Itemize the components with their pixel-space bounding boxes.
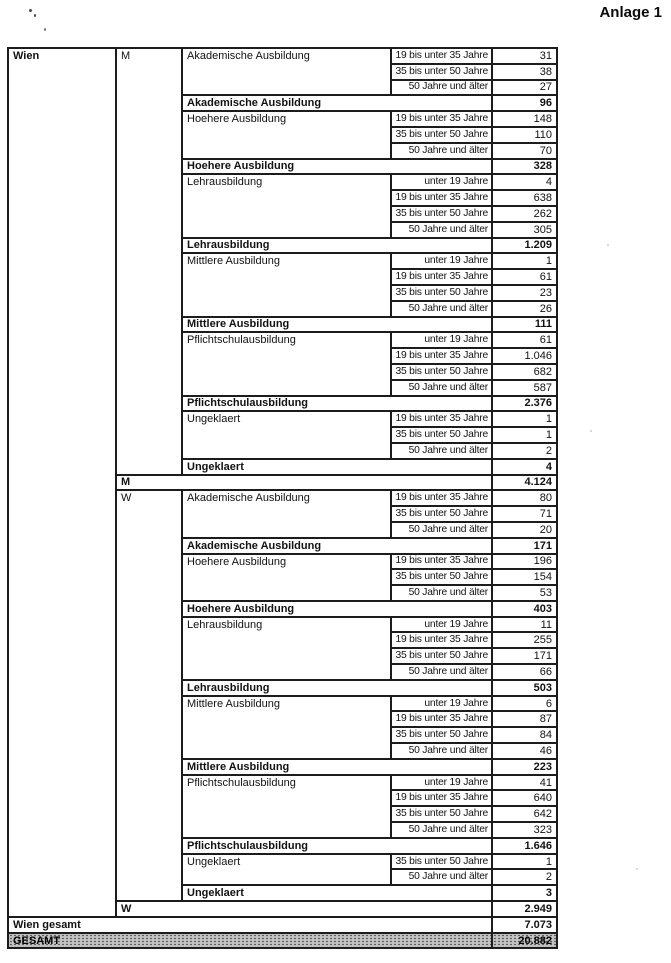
value-cell: 31 (492, 48, 557, 64)
scan-artifact (44, 28, 46, 31)
age-range-cell: 50 Jahre und älter (391, 743, 492, 759)
age-range-cell: 35 bis unter 50 Jahre (391, 364, 492, 380)
value-cell: 305 (492, 222, 557, 238)
age-range-cell: 50 Jahre und älter (391, 664, 492, 680)
age-range-cell: 35 bis unter 50 Jahre (391, 206, 492, 222)
value-cell: 6 (492, 696, 557, 712)
value-cell: 262 (492, 206, 557, 222)
age-range-cell: 50 Jahre und älter (391, 80, 492, 96)
region-total-value: 7.073 (492, 917, 557, 933)
education-subtotal-label: Akademische Ausbildung (182, 95, 492, 111)
gender-total-label: W (116, 901, 492, 917)
age-range-cell: unter 19 Jahre (391, 696, 492, 712)
education-subtotal-label: Mittlere Ausbildung (182, 759, 492, 775)
age-range-cell: 19 bis unter 35 Jahre (391, 554, 492, 570)
value-cell: 587 (492, 380, 557, 396)
grand-total-label: GESAMT (8, 933, 492, 949)
education-subtotal-label: Lehrausbildung (182, 238, 492, 254)
value-cell: 53 (492, 585, 557, 601)
gender-total-value: 2.949 (492, 901, 557, 917)
education-subtotal-value: 2.376 (492, 396, 557, 412)
gender-cell: M (116, 48, 182, 475)
value-cell: 1 (492, 427, 557, 443)
value-cell: 38 (492, 64, 557, 80)
scan-artifact (590, 430, 592, 432)
age-range-cell: 19 bis unter 35 Jahre (391, 632, 492, 648)
education-subtotal-label: Hoehere Ausbildung (182, 601, 492, 617)
value-cell: 27 (492, 80, 557, 96)
age-range-cell: 50 Jahre und älter (391, 301, 492, 317)
age-range-cell: unter 19 Jahre (391, 617, 492, 633)
grand-total-value: 20.882 (492, 933, 557, 949)
value-cell: 23 (492, 285, 557, 301)
value-cell: 638 (492, 190, 557, 206)
education-cell: Mittlere Ausbildung (182, 253, 391, 316)
age-range-cell: 19 bis unter 35 Jahre (391, 269, 492, 285)
gender-total-value: 4.124 (492, 475, 557, 491)
region-total-row (8, 917, 557, 933)
education-age-table-body (8, 48, 557, 948)
education-cell: Hoehere Ausbildung (182, 554, 391, 601)
education-subtotal-value: 223 (492, 759, 557, 775)
region-cell: Wien (8, 48, 116, 917)
value-cell: 61 (492, 332, 557, 348)
value-cell: 70 (492, 143, 557, 159)
age-range-cell: 19 bis unter 35 Jahre (391, 111, 492, 127)
value-cell: 11 (492, 617, 557, 633)
value-cell: 323 (492, 822, 557, 838)
education-subtotal-label: Hoehere Ausbildung (182, 159, 492, 175)
value-cell: 66 (492, 664, 557, 680)
value-cell: 1 (492, 411, 557, 427)
education-subtotal-value: 503 (492, 680, 557, 696)
value-cell: 196 (492, 554, 557, 570)
age-range-cell: 35 bis unter 50 Jahre (391, 806, 492, 822)
education-subtotal-value: 1.209 (492, 238, 557, 254)
education-cell: Pflichtschulausbildung (182, 332, 391, 395)
education-subtotal-value: 3 (492, 885, 557, 901)
age-range-cell: 50 Jahre und älter (391, 869, 492, 885)
value-cell: 110 (492, 127, 557, 143)
education-subtotal-value: 328 (492, 159, 557, 175)
education-subtotal-label: Ungeklaert (182, 885, 492, 901)
value-cell: 20 (492, 522, 557, 538)
value-cell: 71 (492, 506, 557, 522)
age-range-cell: 19 bis unter 35 Jahre (391, 790, 492, 806)
gender-total-label: M (116, 475, 492, 491)
age-range-cell: 19 bis unter 35 Jahre (391, 190, 492, 206)
scan-artifact (29, 9, 33, 13)
annex-label: Anlage 1 (599, 4, 662, 21)
education-subtotal-label: Ungeklaert (182, 459, 492, 475)
value-cell: 80 (492, 490, 557, 506)
age-range-cell: 50 Jahre und älter (391, 522, 492, 538)
value-cell: 682 (492, 364, 557, 380)
value-cell: 4 (492, 174, 557, 190)
region-total-label: Wien gesamt (8, 917, 492, 933)
value-cell: 46 (492, 743, 557, 759)
age-range-cell: 50 Jahre und älter (391, 443, 492, 459)
education-cell: Mittlere Ausbildung (182, 696, 391, 759)
education-subtotal-value: 403 (492, 601, 557, 617)
age-range-cell: 35 bis unter 50 Jahre (391, 506, 492, 522)
table-row (8, 48, 557, 64)
grand-total-row (8, 933, 557, 949)
age-range-cell: unter 19 Jahre (391, 174, 492, 190)
education-subtotal-label: Pflichtschulausbildung (182, 396, 492, 412)
value-cell: 1 (492, 854, 557, 870)
age-range-cell: 19 bis unter 35 Jahre (391, 348, 492, 364)
education-cell: Ungeklaert (182, 854, 391, 886)
education-subtotal-value: 1.646 (492, 838, 557, 854)
education-subtotal-label: Mittlere Ausbildung (182, 317, 492, 333)
gender-cell: W (116, 490, 182, 901)
value-cell: 255 (492, 632, 557, 648)
education-age-table (7, 47, 558, 949)
education-cell: Hoehere Ausbildung (182, 111, 391, 158)
value-cell: 2 (492, 443, 557, 459)
education-subtotal-value: 111 (492, 317, 557, 333)
age-range-cell: unter 19 Jahre (391, 332, 492, 348)
scan-artifact (34, 14, 36, 17)
value-cell: 148 (492, 111, 557, 127)
age-range-cell: 35 bis unter 50 Jahre (391, 569, 492, 585)
value-cell: 1.046 (492, 348, 557, 364)
value-cell: 26 (492, 301, 557, 317)
age-range-cell: 19 bis unter 35 Jahre (391, 490, 492, 506)
age-range-cell: 35 bis unter 50 Jahre (391, 127, 492, 143)
age-range-cell: 35 bis unter 50 Jahre (391, 64, 492, 80)
age-range-cell: 50 Jahre und älter (391, 222, 492, 238)
scan-artifact (636, 868, 638, 870)
value-cell: 642 (492, 806, 557, 822)
education-subtotal-value: 4 (492, 459, 557, 475)
age-range-cell: 35 bis unter 50 Jahre (391, 285, 492, 301)
age-range-cell: 19 bis unter 35 Jahre (391, 711, 492, 727)
age-range-cell: 50 Jahre und älter (391, 380, 492, 396)
education-cell: Akademische Ausbildung (182, 490, 391, 537)
scan-artifact (607, 244, 609, 246)
value-cell: 1 (492, 253, 557, 269)
age-range-cell: 35 bis unter 50 Jahre (391, 648, 492, 664)
education-cell: Akademische Ausbildung (182, 48, 391, 95)
age-range-cell: 50 Jahre und älter (391, 143, 492, 159)
education-cell: Lehrausbildung (182, 174, 391, 237)
value-cell: 61 (492, 269, 557, 285)
value-cell: 84 (492, 727, 557, 743)
education-subtotal-label: Pflichtschulausbildung (182, 838, 492, 854)
value-cell: 2 (492, 869, 557, 885)
education-cell: Lehrausbildung (182, 617, 391, 680)
age-range-cell: 35 bis unter 50 Jahre (391, 854, 492, 870)
value-cell: 41 (492, 775, 557, 791)
age-range-cell: 50 Jahre und älter (391, 585, 492, 601)
age-range-cell: 19 bis unter 35 Jahre (391, 48, 492, 64)
education-cell: Ungeklaert (182, 411, 391, 458)
value-cell: 640 (492, 790, 557, 806)
education-subtotal-value: 96 (492, 95, 557, 111)
value-cell: 87 (492, 711, 557, 727)
age-range-cell: unter 19 Jahre (391, 253, 492, 269)
education-cell: Pflichtschulausbildung (182, 775, 391, 838)
age-range-cell: unter 19 Jahre (391, 775, 492, 791)
age-range-cell: 35 bis unter 50 Jahre (391, 727, 492, 743)
education-subtotal-label: Lehrausbildung (182, 680, 492, 696)
age-range-cell: 19 bis unter 35 Jahre (391, 411, 492, 427)
age-range-cell: 35 bis unter 50 Jahre (391, 427, 492, 443)
age-range-cell: 50 Jahre und älter (391, 822, 492, 838)
education-subtotal-value: 171 (492, 538, 557, 554)
education-subtotal-label: Akademische Ausbildung (182, 538, 492, 554)
value-cell: 171 (492, 648, 557, 664)
value-cell: 154 (492, 569, 557, 585)
